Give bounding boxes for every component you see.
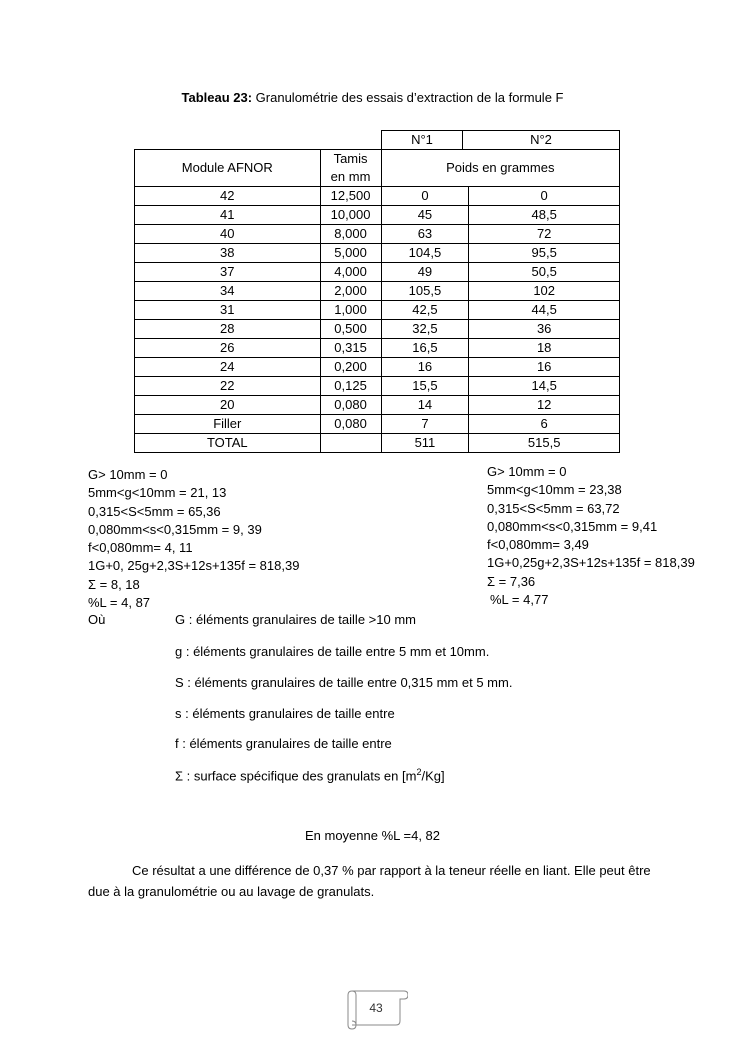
result-line: 0,080mm<s<0,315mm = 9, 39 (88, 521, 262, 537)
table-row (135, 339, 620, 358)
cell-n1: 104,5 (381, 244, 469, 263)
header-n1: N°1 (382, 131, 463, 150)
header-poids: Poids en grammes (381, 150, 619, 187)
cell-tamis: 0,080 (320, 396, 381, 415)
result-line: f<0,080mm= 4, 11 (88, 540, 193, 556)
cell-module: 42 (135, 187, 321, 206)
cell-tamis: 2,000 (320, 282, 381, 301)
cell-n2: 515,5 (469, 434, 620, 453)
result-line: 0,315<S<5mm = 65,36 (88, 503, 221, 519)
cell-n2: 16 (469, 358, 620, 377)
cell-module: 40 (135, 225, 321, 244)
def-sigma-pre: Σ : surface spécifique des granulats en [m (175, 768, 417, 784)
cell-tamis: 0,080 (320, 415, 381, 434)
result-line: %L = 4,77 (490, 592, 549, 608)
cell-module: 41 (135, 206, 321, 225)
result-line: 0,315<S<5mm = 63,72 (487, 500, 620, 516)
def-sigma-post: /Kg] (421, 768, 445, 784)
cell-n2: 102 (469, 282, 620, 301)
table-caption (0, 90, 745, 105)
cell-n2: 0 (469, 187, 620, 206)
result-line: 0,080mm<s<0,315mm = 9,41 (487, 518, 658, 534)
cell-tamis: 4,000 (320, 263, 381, 282)
table-row (135, 434, 620, 453)
table-row (135, 377, 620, 396)
cell-n2: 6 (469, 415, 620, 434)
cell-tamis: 1,000 (320, 301, 381, 320)
result-line: Σ = 7,36 (487, 573, 536, 589)
header-module-afnor: Module AFNOR (135, 150, 321, 187)
header-tamis-line1: Tamis (333, 151, 368, 166)
cell-n1: 16 (381, 358, 469, 377)
table-row (135, 263, 620, 282)
conclusion-paragraph: Ce résultat a une différence de 0,37 % par rapport à la teneur réelle en liant. Elle peut être due à la granulométrie ou au lavage de granulats. (88, 863, 651, 899)
cell-n1: 15,5 (381, 377, 469, 396)
table-row (135, 225, 620, 244)
cell-n2: 18 (469, 339, 620, 358)
table-row (135, 244, 620, 263)
cell-n2: 36 (469, 320, 620, 339)
results-n2 (487, 463, 695, 609)
result-line: %L = 4, 87 (88, 595, 151, 611)
cell-module: 20 (135, 396, 321, 415)
cell-tamis: 0,200 (320, 358, 381, 377)
results-n1 (88, 466, 299, 612)
def-sigma (175, 767, 445, 783)
cell-tamis: 8,000 (320, 225, 381, 244)
cell-n1: 14 (381, 396, 469, 415)
cell-n2: 50,5 (469, 263, 620, 282)
result-line: 1G+0,25g+2,3S+12s+135f = 818,39 (487, 555, 695, 571)
result-line: Σ = 8, 18 (88, 576, 140, 592)
ou-label: Où (88, 612, 106, 627)
cell-n1: 32,5 (381, 320, 469, 339)
cell-module: Filler (135, 415, 321, 434)
cell-tamis (320, 434, 381, 453)
cell-n2: 14,5 (469, 377, 620, 396)
cell-n2: 44,5 (469, 301, 620, 320)
header-group-table (381, 130, 620, 150)
cell-n2: 12 (469, 396, 620, 415)
def-f: f : éléments granulaires de taille entre (175, 736, 392, 751)
cell-n1: 7 (381, 415, 469, 434)
cell-n1: 42,5 (381, 301, 469, 320)
cell-n2: 72 (469, 225, 620, 244)
cell-module: 22 (135, 377, 321, 396)
cell-n1: 16,5 (381, 339, 469, 358)
cell-tamis: 0,125 (320, 377, 381, 396)
caption-label: Tableau 23: (181, 90, 253, 105)
table-row (135, 206, 620, 225)
def-G: G : éléments granulaires de taille >10 mm (175, 612, 416, 627)
cell-module: 37 (135, 263, 321, 282)
cell-module: 28 (135, 320, 321, 339)
header-tamis-line2: en mm (330, 169, 371, 184)
page-number-scroll (344, 985, 408, 1031)
cell-module: 38 (135, 244, 321, 263)
table-row (135, 358, 620, 377)
def-S: S : éléments granulaires de taille entre 0,315 mm et 5 mm. (175, 675, 513, 690)
cell-n1: 511 (381, 434, 469, 453)
header-n2: N°2 (463, 131, 620, 150)
cell-module: 34 (135, 282, 321, 301)
table-row (135, 282, 620, 301)
result-line: f<0,080mm= 3,49 (487, 537, 589, 553)
cell-n2: 48,5 (469, 206, 620, 225)
cell-module: 24 (135, 358, 321, 377)
cell-n1: 63 (381, 225, 469, 244)
result-line: G> 10mm = 0 (487, 464, 567, 479)
average-result: En moyenne %L =4, 82 (304, 828, 441, 843)
result-line: 5mm<g<10mm = 21, 13 (88, 485, 227, 501)
result-line: G> 10mm = 0 (88, 467, 168, 482)
cell-tamis: 10,000 (320, 206, 381, 225)
def-g: g : éléments granulaires de taille entre 5 mm et 10mm. (175, 644, 490, 659)
cell-tamis: 12,500 (320, 187, 381, 206)
def-sigma-sup: 2 (416, 767, 422, 777)
cell-tamis: 5,000 (320, 244, 381, 263)
table-row (135, 301, 620, 320)
table-row (135, 320, 620, 339)
caption-text: Granulométrie des essais d’extraction de la formule F (252, 90, 564, 105)
page-number: 43 (369, 1001, 383, 1015)
table-row (135, 396, 620, 415)
result-line: 1G+0, 25g+2,3S+12s+135f = 818,39 (88, 558, 300, 574)
cell-module: TOTAL (135, 434, 321, 453)
cell-module: 31 (135, 301, 321, 320)
granulometry-table (134, 149, 620, 453)
cell-n1: 105,5 (381, 282, 469, 301)
table-row (135, 415, 620, 434)
cell-tamis: 0,315 (320, 339, 381, 358)
result-line: 5mm<g<10mm = 23,38 (487, 482, 622, 498)
cell-n1: 49 (381, 263, 469, 282)
table-row (135, 187, 620, 206)
cell-n1: 0 (381, 187, 469, 206)
def-s: s : éléments granulaires de taille entre (175, 706, 395, 721)
cell-tamis: 0,500 (320, 320, 381, 339)
cell-n1: 45 (381, 206, 469, 225)
cell-module: 26 (135, 339, 321, 358)
cell-n2: 95,5 (469, 244, 620, 263)
header-tamis (320, 150, 381, 187)
